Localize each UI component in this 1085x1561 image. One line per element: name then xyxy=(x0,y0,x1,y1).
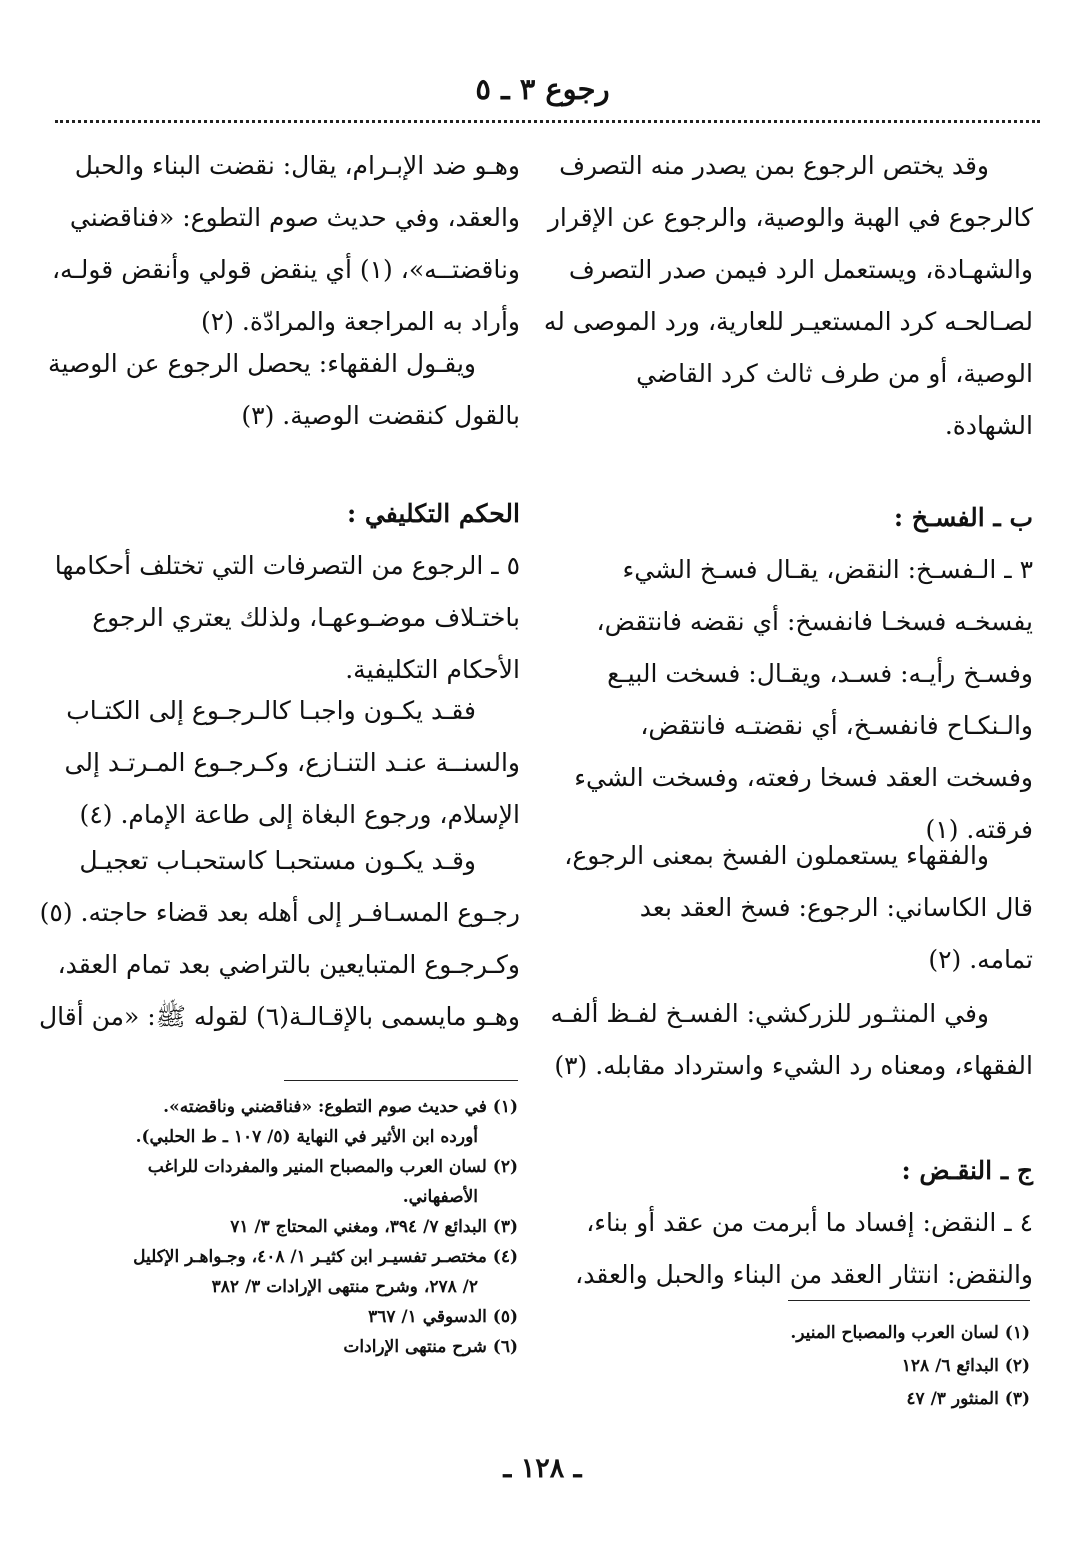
left-para-2 xyxy=(48,338,520,442)
footnote-6: (٦) شرح منتهى الإرادات xyxy=(343,1337,518,1357)
footnote-2: (٢) لسان العرب والمصباح المنير والمفردات للراغب xyxy=(147,1157,518,1177)
text-line: باختـلاف موضـوعهـا، ولذلك يعتري الرجوع xyxy=(92,603,520,632)
running-title: رجوع ٣ ـ ٥ xyxy=(475,72,610,106)
text-line: الفقهاء، ومعناه رد الشيء واسترداد مقابله. (٣) xyxy=(554,1051,1033,1080)
section-heading-b: ب ـ الفسـخ : xyxy=(893,503,1033,532)
text-line: والشهـادة، ويستعمل الرد فيمن صدر التصرف xyxy=(568,255,1033,284)
footnote-4-cont: ٢/ ٢٧٨، وشرح منتهى الإرادات ٣/ ٣٨٢ xyxy=(211,1277,478,1297)
section-heading-ruling: الحكم التكليفي : xyxy=(347,499,520,528)
right-footnote-rule xyxy=(788,1300,1030,1301)
text-line: كالرجوع في الهبة والوصية، والرجوع عن الإقرار xyxy=(547,203,1033,232)
text-line: الأحكام التكليفية. xyxy=(345,655,520,684)
text-line: وكـرجـوع المتبايعين بالتراضي بعد تمام العقد، xyxy=(57,950,520,979)
text-line: وهـو ضد الإبـرام، يقال: نقضت البناء والحبل xyxy=(74,151,520,180)
text-line: والسنــة عنـد التنـازع، وكـرجـوع المـرتـد إلى xyxy=(64,748,520,777)
text-line: بالقول كنقضت الوصية. (٣) xyxy=(241,401,520,430)
text-line: رجـوع المسـافـر إلى أهله بعد قضاء حاجته. (٥) xyxy=(39,898,520,927)
left-footnote-rule xyxy=(284,1080,518,1081)
page-number: ـ ١٢٨ ـ xyxy=(503,1453,582,1484)
text-line: وفسـخ رأيـه: فسـد، ويقـال: فسخت البيـع xyxy=(607,659,1033,688)
right-footnotes xyxy=(583,1317,1030,1416)
text-line: فرقته. (١) xyxy=(925,815,1033,844)
text-line: قال الكاساني: الرجوع: فسخ العقد بعد xyxy=(639,893,1033,922)
text-line: وأراد به المراجعة والمرادّة. (٢) xyxy=(201,307,520,336)
left-para-1 xyxy=(51,140,520,348)
left-para-3 xyxy=(54,488,520,696)
footnote-2-cont: الأصفهاني. xyxy=(402,1187,478,1207)
text-line: ٣ ـ الـفسـخ: النقض، يقـال فسـخ الشيء xyxy=(622,555,1033,584)
text-line: ويقـول الفقهاء: يحصل الرجوع عن الوصية xyxy=(48,349,476,378)
text-line: فقـد يكـون واجبـا كالـرجـوع إلى الكتـاب xyxy=(66,696,476,725)
text-line: ٤ ـ النقض: إفساد ما أبرمت من عقد أو بناء، xyxy=(586,1208,1033,1237)
text-line: وفسخت العقد فسخا رفعته، وفسخت الشيء xyxy=(574,763,1033,792)
section-heading-c: ج ـ النقـض : xyxy=(901,1156,1033,1185)
text-line: وفي المنثـور للزركشي: الفسـخ لفـظ ألفـه xyxy=(550,999,989,1028)
text-line: والعقد، وفي حديث صوم التطوع: «فناقضني xyxy=(69,203,520,232)
footnote-3: (٣) البدائع ٧/ ٣٩٤، ومغني المحتاج ٣/ ٧١ xyxy=(230,1217,518,1237)
text-line: ٥ ـ الرجوع من التصرفات التي تختلف أحكامها xyxy=(54,551,520,580)
footnote-5: (٥) الدسوقي ١/ ٣٦٧ xyxy=(368,1307,518,1327)
text-line: الإسلام، ورجوع البغاة إلى طاعة الإمام. (٤) xyxy=(79,800,520,829)
text-line: وناقضتــه»، (١) أي ينقض قولي وأنقض قولـه، xyxy=(51,255,520,284)
right-para-4 xyxy=(564,830,1033,986)
text-line: والفقهاء يستعملون الفسخ بمعنى الرجوع، xyxy=(564,841,989,870)
text-line: وقد يختص الرجوع بمن يصدر منه التصرف xyxy=(559,151,989,180)
left-para-5 xyxy=(39,835,520,1043)
footnote-r3: (٣) المنثور ٣/ ٤٧ xyxy=(906,1389,1030,1409)
right-para-5 xyxy=(550,988,1033,1092)
header-dotted-rule xyxy=(55,120,1040,123)
text-line: وهـو مايسمى بالإقـالـة(٦) لقوله ﷺ: «من أقال xyxy=(39,1002,520,1031)
left-footnotes xyxy=(60,1092,518,1362)
footnote-r2: (٢) البدائع ٦/ ١٢٨ xyxy=(901,1356,1030,1376)
footnote-1-cont: أورده ابن الأثير في النهاية (٥/ ١٠٧ ـ ط الحلبي). xyxy=(135,1127,478,1147)
text-line: وقـد يكـون مستحبـا كاستحبـاب تعجيـل xyxy=(79,846,476,875)
text-line: تمامه. (٢) xyxy=(928,945,1033,974)
footnote-r1: (١) لسان العرب والمصباح المنير. xyxy=(790,1323,1030,1343)
right-para-1 xyxy=(543,140,1033,452)
footnote-4: (٤) مختصـر تفسيـر ابن كثيـر ١/ ٤٠٨، وجـواهـر الإكليل xyxy=(133,1247,518,1267)
right-para-6 xyxy=(575,1145,1033,1301)
text-line: والـنكـاح فانفسـخ، أي نقضتـه فانتقض، xyxy=(640,711,1033,740)
footnote-1: (١) في حديث صوم التطوع: «فناقضني وناقضته». xyxy=(163,1097,518,1117)
text-line: الشهادة. xyxy=(944,411,1033,440)
text-line: يفسخـه فسخـا فانفسخ: أي نقضه فانتقض، xyxy=(596,607,1033,636)
text-line: والنقض: انتثار العقد من البناء والحبل والعقد، xyxy=(575,1260,1033,1289)
text-line: الوصية، أو من طرف ثالث كرد القاضي xyxy=(636,359,1033,388)
left-para-4 xyxy=(66,685,520,841)
text-line: لصـالحـه كرد المستعيـر للعارية، ورد الموصى له xyxy=(543,307,1033,336)
